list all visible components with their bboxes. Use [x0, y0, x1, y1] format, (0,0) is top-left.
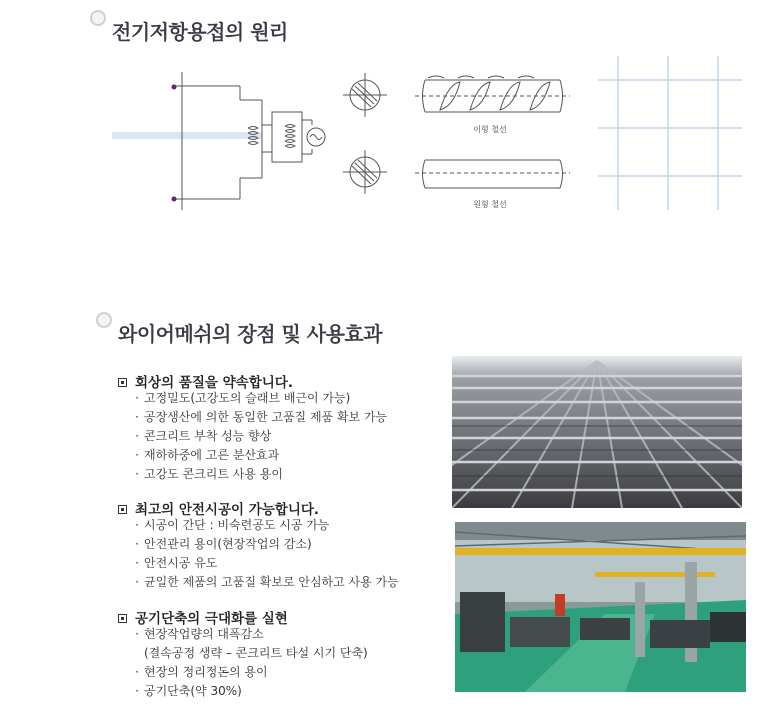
principle-heading-text: 전기저항용접의 원리 [112, 20, 288, 44]
wire-mesh-photo [452, 356, 742, 508]
list-item: · 현장작업량의 대폭감소 [135, 627, 264, 641]
list-item: · 고정밀도(고강도의 슬래브 배근이 가능) [135, 391, 351, 405]
wire-mesh-illustration [452, 356, 742, 508]
deformed-wire-label: 이형 철선 [473, 125, 507, 134]
schedule-list [130, 625, 368, 701]
list-item: · 안전관리 용이(현장작업의 감소) [135, 537, 312, 551]
mesh-grid [598, 56, 742, 210]
round-wire-side [415, 160, 570, 188]
transformer-circuit [172, 72, 325, 210]
list-item: · 안전시공 유도 [135, 556, 218, 570]
bullet-circle-icon [96, 312, 112, 328]
deformed-wire-side [415, 76, 570, 112]
checkbox-square-icon [118, 378, 127, 387]
section-title-safety: 최고의 안전시공이 가능합니다. [118, 498, 319, 518]
section-title-schedule: 공기단축의 극대화를 실현 [118, 607, 288, 627]
round-wire-section [343, 150, 387, 194]
deformed-wire-section [343, 73, 387, 117]
list-item: (결속공정 생략 – 콘크리트 타설 시기 단축) [144, 646, 368, 660]
quality-list [130, 389, 387, 484]
electrode-bar [112, 132, 262, 139]
safety-list [130, 516, 399, 592]
list-item: · 콘크리트 부착 성능 향상 [135, 429, 272, 443]
round-wire-label: 원형 철선 [473, 200, 507, 209]
checkbox-square-icon [118, 505, 127, 514]
checkbox-square-icon [118, 614, 127, 623]
factory-illustration [455, 522, 746, 692]
list-item: · 재하하중에 고른 분산효과 [135, 448, 280, 462]
welding-principle-diagram [0, 0, 777, 240]
factory-photo [455, 522, 746, 692]
terminal-top [172, 85, 177, 90]
section-title-quality: 회상의 품질을 약속합니다. [118, 371, 293, 391]
terminal-bottom [172, 197, 177, 202]
list-item: · 공장생산에 의한 동일한 고품질 제품 확보 가능 [135, 410, 388, 424]
advantages-heading [118, 318, 382, 347]
list-item: · 현장의 정리정돈의 용이 [135, 665, 268, 679]
list-item: · 시공이 간단 : 비숙련공도 시공 가능 [135, 518, 330, 532]
advantages-heading-text: 와이어메쉬의 장점 및 사용효과 [118, 322, 383, 346]
list-item: · 고강도 콘크리트 사용 용이 [135, 467, 283, 481]
list-item: · 공기단축(약 30%) [135, 684, 242, 698]
list-item: · 균일한 제품의 고품질 확보로 안심하고 사용 가능 [135, 575, 399, 589]
